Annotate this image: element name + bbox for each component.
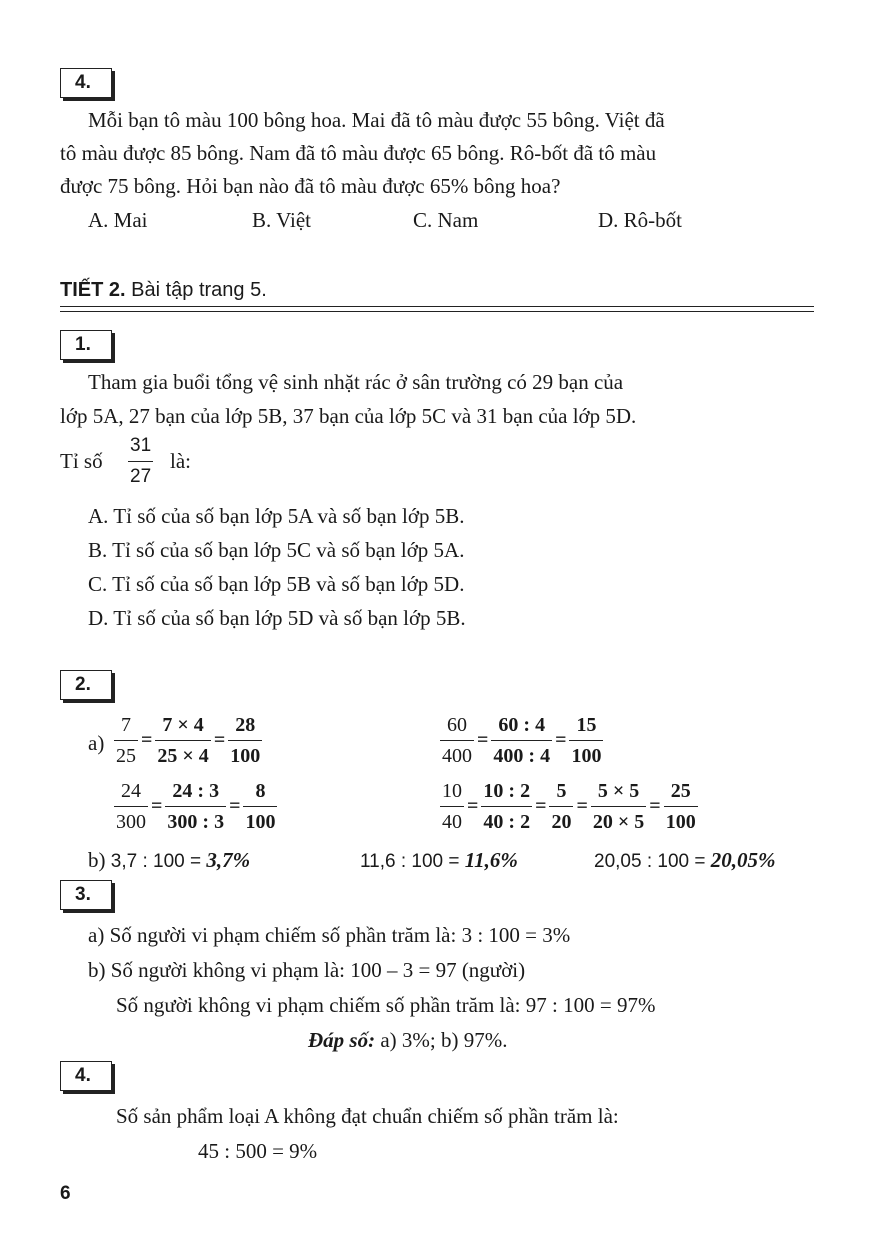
fraction <box>491 712 552 769</box>
equals-sign: = <box>213 729 226 751</box>
fraction-denominator: 100 <box>230 745 261 767</box>
fraction-numerator: 8 <box>255 780 266 802</box>
fraction-denominator: 20 <box>551 811 572 833</box>
solution-line: 45 : 500 = 9% <box>198 1139 318 1163</box>
question-number-box: 4. <box>60 1061 112 1091</box>
fraction-numerator: 15 <box>576 714 597 736</box>
fraction <box>569 712 603 769</box>
fraction-bar <box>128 461 153 462</box>
fraction-equation <box>114 778 277 835</box>
part-label: b) <box>88 848 106 872</box>
equals-sign: = <box>467 795 479 817</box>
fraction-numerator: 5 × 5 <box>597 780 640 802</box>
answer-option: C. Tỉ số của số bạn lớp 5B và số bạn lớp 5D. <box>88 572 465 596</box>
fraction-numerator: 25 <box>670 780 691 802</box>
question-number-box: 1. <box>60 330 112 360</box>
fraction-bar <box>155 740 210 741</box>
part-b-item <box>360 848 518 873</box>
equals-sign: = <box>555 729 567 751</box>
ratio-fraction <box>128 433 153 490</box>
fraction-bar <box>481 806 532 807</box>
answer-option: D. Rô-bốt <box>598 208 682 232</box>
fraction-numerator: 24 : 3 <box>172 780 220 802</box>
fraction <box>440 778 464 835</box>
fraction-bar <box>491 740 552 741</box>
fraction-bar <box>243 806 277 807</box>
question-text-line: Mỗi bạn tô màu 100 bông hoa. Mai đã tô màu được 55 bông. Việt đã <box>88 108 665 132</box>
fraction-denominator: 40 <box>442 811 462 833</box>
solution-line: Số người không vi phạm chiếm số phần trăm là: 97 : 100 = 97% <box>116 993 656 1017</box>
part-label: a) <box>88 731 105 755</box>
fraction-denominator: 100 <box>665 811 696 833</box>
solution-line: a) Số người vi phạm chiếm số phần trăm là: 3 : 100 = 3% <box>88 923 571 947</box>
fraction-denominator: 20 × 5 <box>592 811 645 833</box>
section-heading-bold: TIẾT 2. <box>60 279 126 301</box>
question-text-line: Tham gia buổi tổng vệ sinh nhặt rác ở sân trường có 29 bạn của <box>88 370 624 394</box>
answer-option: B. Tỉ số của số bạn lớp 5C và số bạn lớp 5A. <box>88 538 465 562</box>
fraction <box>440 712 474 769</box>
answer-option: A. Tỉ số của số bạn lớp 5A và số bạn lớp 5B. <box>88 504 465 528</box>
fraction-numerator: 10 : 2 <box>483 780 531 802</box>
fraction-numerator: 5 <box>556 780 567 802</box>
fraction-bar <box>549 806 573 807</box>
expression: 11,6 : 100 = <box>360 851 460 872</box>
fraction <box>664 778 698 835</box>
ratio-suffix: là: <box>170 449 191 473</box>
fraction-equation <box>440 712 603 769</box>
fraction-equation <box>440 778 698 835</box>
equals-sign: = <box>649 795 661 817</box>
answer-option: C. Nam <box>413 208 479 232</box>
fraction-denominator: 300 : 3 <box>167 811 225 833</box>
fraction-denominator: 400 <box>442 745 472 767</box>
equals-sign: = <box>141 729 153 751</box>
fraction-bar <box>591 806 646 807</box>
fraction-bar <box>664 806 698 807</box>
ratio-prefix: Tỉ số <box>60 449 103 473</box>
fraction-denominator: 400 : 4 <box>493 745 551 767</box>
fraction-bar <box>440 806 464 807</box>
fraction <box>155 712 210 769</box>
fraction-denominator: 300 <box>116 811 146 833</box>
question-text-line: được 75 bông. Hỏi bạn nào đã tô màu được 65% bông hoa? <box>60 174 561 198</box>
fraction <box>165 778 226 835</box>
answer-option: A. Mai <box>88 208 148 232</box>
equals-sign: = <box>151 795 163 817</box>
fraction-denominator: 100 <box>245 811 276 833</box>
fraction-denominator: 25 <box>116 745 136 767</box>
section-heading-rest: Bài tập trang 5. <box>131 279 267 301</box>
fraction-bar <box>569 740 603 741</box>
fraction-numerator: 24 <box>121 780 141 802</box>
solution-line: b) Số người không vi phạm là: 100 – 3 = 97 (người) <box>88 958 526 982</box>
fraction-bar <box>114 806 148 807</box>
final-answer-label: Đáp số: <box>308 1028 376 1052</box>
question-number-box: 4. <box>60 68 112 98</box>
fraction-denominator: 40 : 2 <box>483 811 531 833</box>
heading-divider <box>60 311 814 312</box>
fraction-numerator: 7 × 4 <box>162 714 204 736</box>
question-number-box: 2. <box>60 670 112 700</box>
equals-sign: = <box>229 795 241 817</box>
fraction-bar <box>440 740 474 741</box>
expression-result: 3,7% <box>206 848 251 872</box>
fraction <box>114 778 148 835</box>
part-b-item <box>594 848 775 873</box>
fraction <box>591 778 646 835</box>
fraction-numerator: 31 <box>130 435 152 456</box>
fraction <box>549 778 573 835</box>
section-heading <box>60 279 267 302</box>
page-number: 6 <box>60 1183 71 1204</box>
fraction <box>228 712 262 769</box>
fraction-bar <box>165 806 226 807</box>
fraction-bar <box>114 740 138 741</box>
fraction-denominator: 100 <box>571 745 602 767</box>
fraction-numerator: 28 <box>235 714 256 736</box>
question-text-line: tô màu được 85 bông. Nam đã tô màu được 65 bông. Rô-bốt đã tô màu <box>60 141 657 165</box>
fraction-denominator: 27 <box>130 466 152 487</box>
equals-sign: = <box>477 729 489 751</box>
fraction-denominator: 25 × 4 <box>157 745 209 767</box>
final-answer <box>308 1028 507 1053</box>
fraction-numerator: 7 <box>121 714 131 736</box>
fraction-numerator: 60 : 4 <box>498 714 546 736</box>
heading-divider <box>60 306 814 307</box>
final-answer-text: a) 3%; b) 97%. <box>380 1028 508 1052</box>
solution-line: Số sản phẩm loại A không đạt chuẩn chiếm số phần trăm là: <box>116 1104 619 1128</box>
fraction-numerator: 10 <box>442 780 462 802</box>
question-text-line: lớp 5A, 27 bạn của lớp 5B, 37 bạn của lớp 5C và 31 bạn của lớp 5D. <box>60 404 637 428</box>
answer-option: D. Tỉ số của số bạn lớp 5D và số bạn lớp 5B. <box>88 606 466 630</box>
part-b-line <box>88 848 250 873</box>
expression: 3,7 : 100 = <box>110 851 202 872</box>
question-number-box: 3. <box>60 880 112 910</box>
fraction-numerator: 60 <box>447 714 467 736</box>
equals-sign: = <box>535 795 547 817</box>
fraction <box>243 778 277 835</box>
expression: 20,05 : 100 = <box>594 851 706 872</box>
fraction-equation <box>114 712 262 769</box>
answer-option: B. Việt <box>252 208 312 232</box>
expression-result: 11,6% <box>464 848 518 872</box>
fraction-bar <box>228 740 262 741</box>
expression-result: 20,05% <box>710 848 776 872</box>
fraction <box>114 712 138 769</box>
fraction <box>481 778 532 835</box>
equals-sign: = <box>576 795 588 817</box>
